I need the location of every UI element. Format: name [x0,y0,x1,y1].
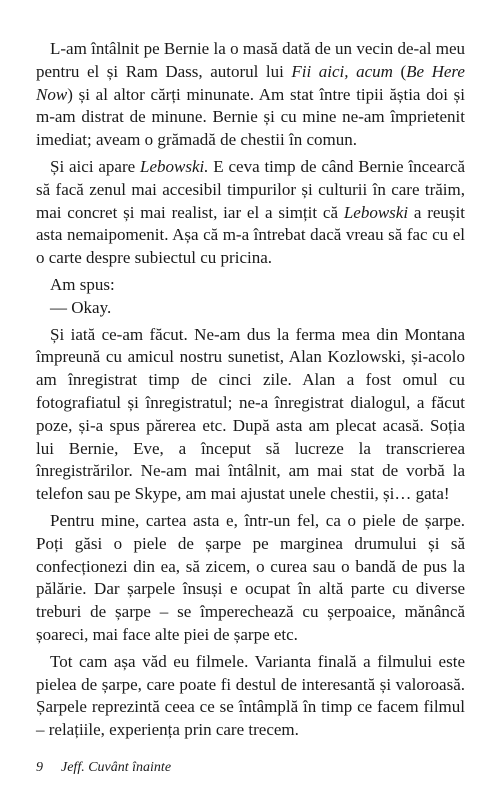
text-run: Și aici apare [50,156,140,176]
paragraph-7: Tot cam așa văd eu filmele. Varianta finală a filmului este pielea de șarpe, care poate fi destul de interesantă și valoroasă. Șarpele reprezintă ceea ce se întâmplă în timp ce facem filmul – relațiile, experiența prin care trecem. [36,651,465,740]
book-title-english: Be Here Now [36,61,465,104]
paragraph-5: Și iată ce-am făcut. Ne-am dus la ferma mea din Montana împreună cu amicul nostru sunetist, Alan Kozlowski, și-acolo am înregistrat timp de cinci zile. Alan a fost omul cu fotografiatul și înregistratul; ne-a înregistrat dialogul, a făcut poze, și-a spus părerea etc. După asta am plecat acasă. Soția lui Bernie, Eve, a început să lucreze la transcrierea înregistrărilor. Ne-am mai întâlnit, am mai stat de vorbă la telefon sau pe Skype, am mai ajustat unele chestii, și… gata! [36,324,465,504]
paragraph-6: Pentru mine, cartea asta e, într-un fel, ca o piele de șarpe. Poți găsi o piele de șarpe pe marginea drumului și să confecționezi din ea, să zicem, o curea sau o bandă de pus la pălărie. Dar șarpele însuși e ocupat în altă parte cu diverse treburi de șarpe – se împerechează cu șerpoaice, mănâncă șoareci, mai face alte piei de șarpe etc. [36,510,465,644]
film-title: Lebowski. [139,156,209,176]
paragraph-2 [36,156,465,270]
book-page-body [36,38,465,746]
text-run: E ceva timp de când Bernie încearcă să facă zenul mai accesibil timpurilor și culturii în care trăim, mai concret și mai realist, iar el a simțit că [36,156,465,222]
page-number: 9 [36,760,43,775]
film-title: Lebowski [343,202,409,222]
book-title-romanian: Fii aici, acum [291,61,393,81]
paragraph-3: Am spus: [50,274,115,294]
text-run: ) și al altor cărți minunate. Am stat între tipii ăștia doi și m-am distrat de minune. Bernie și cu mine ne-am împrietenit imediat; aveam o grămadă de chestii în comun. [36,84,465,150]
paragraph-4: — Okay. [50,297,112,317]
paragraph-1 [36,38,465,152]
text-run: ( [392,61,407,81]
page-footer [36,760,171,776]
text-run: a reușit asta nemaipomenit. Așa că m-a întrebat dacă vreau să fac cu el o carte despre subiectul cu pricina. [36,202,465,268]
text-run: L-am întâlnit pe Bernie la o masă dată de un vecin de-al meu pentru el și Ram Dass, autorul lui [36,39,465,81]
running-head: Jeff. Cuvânt înainte [61,760,172,775]
